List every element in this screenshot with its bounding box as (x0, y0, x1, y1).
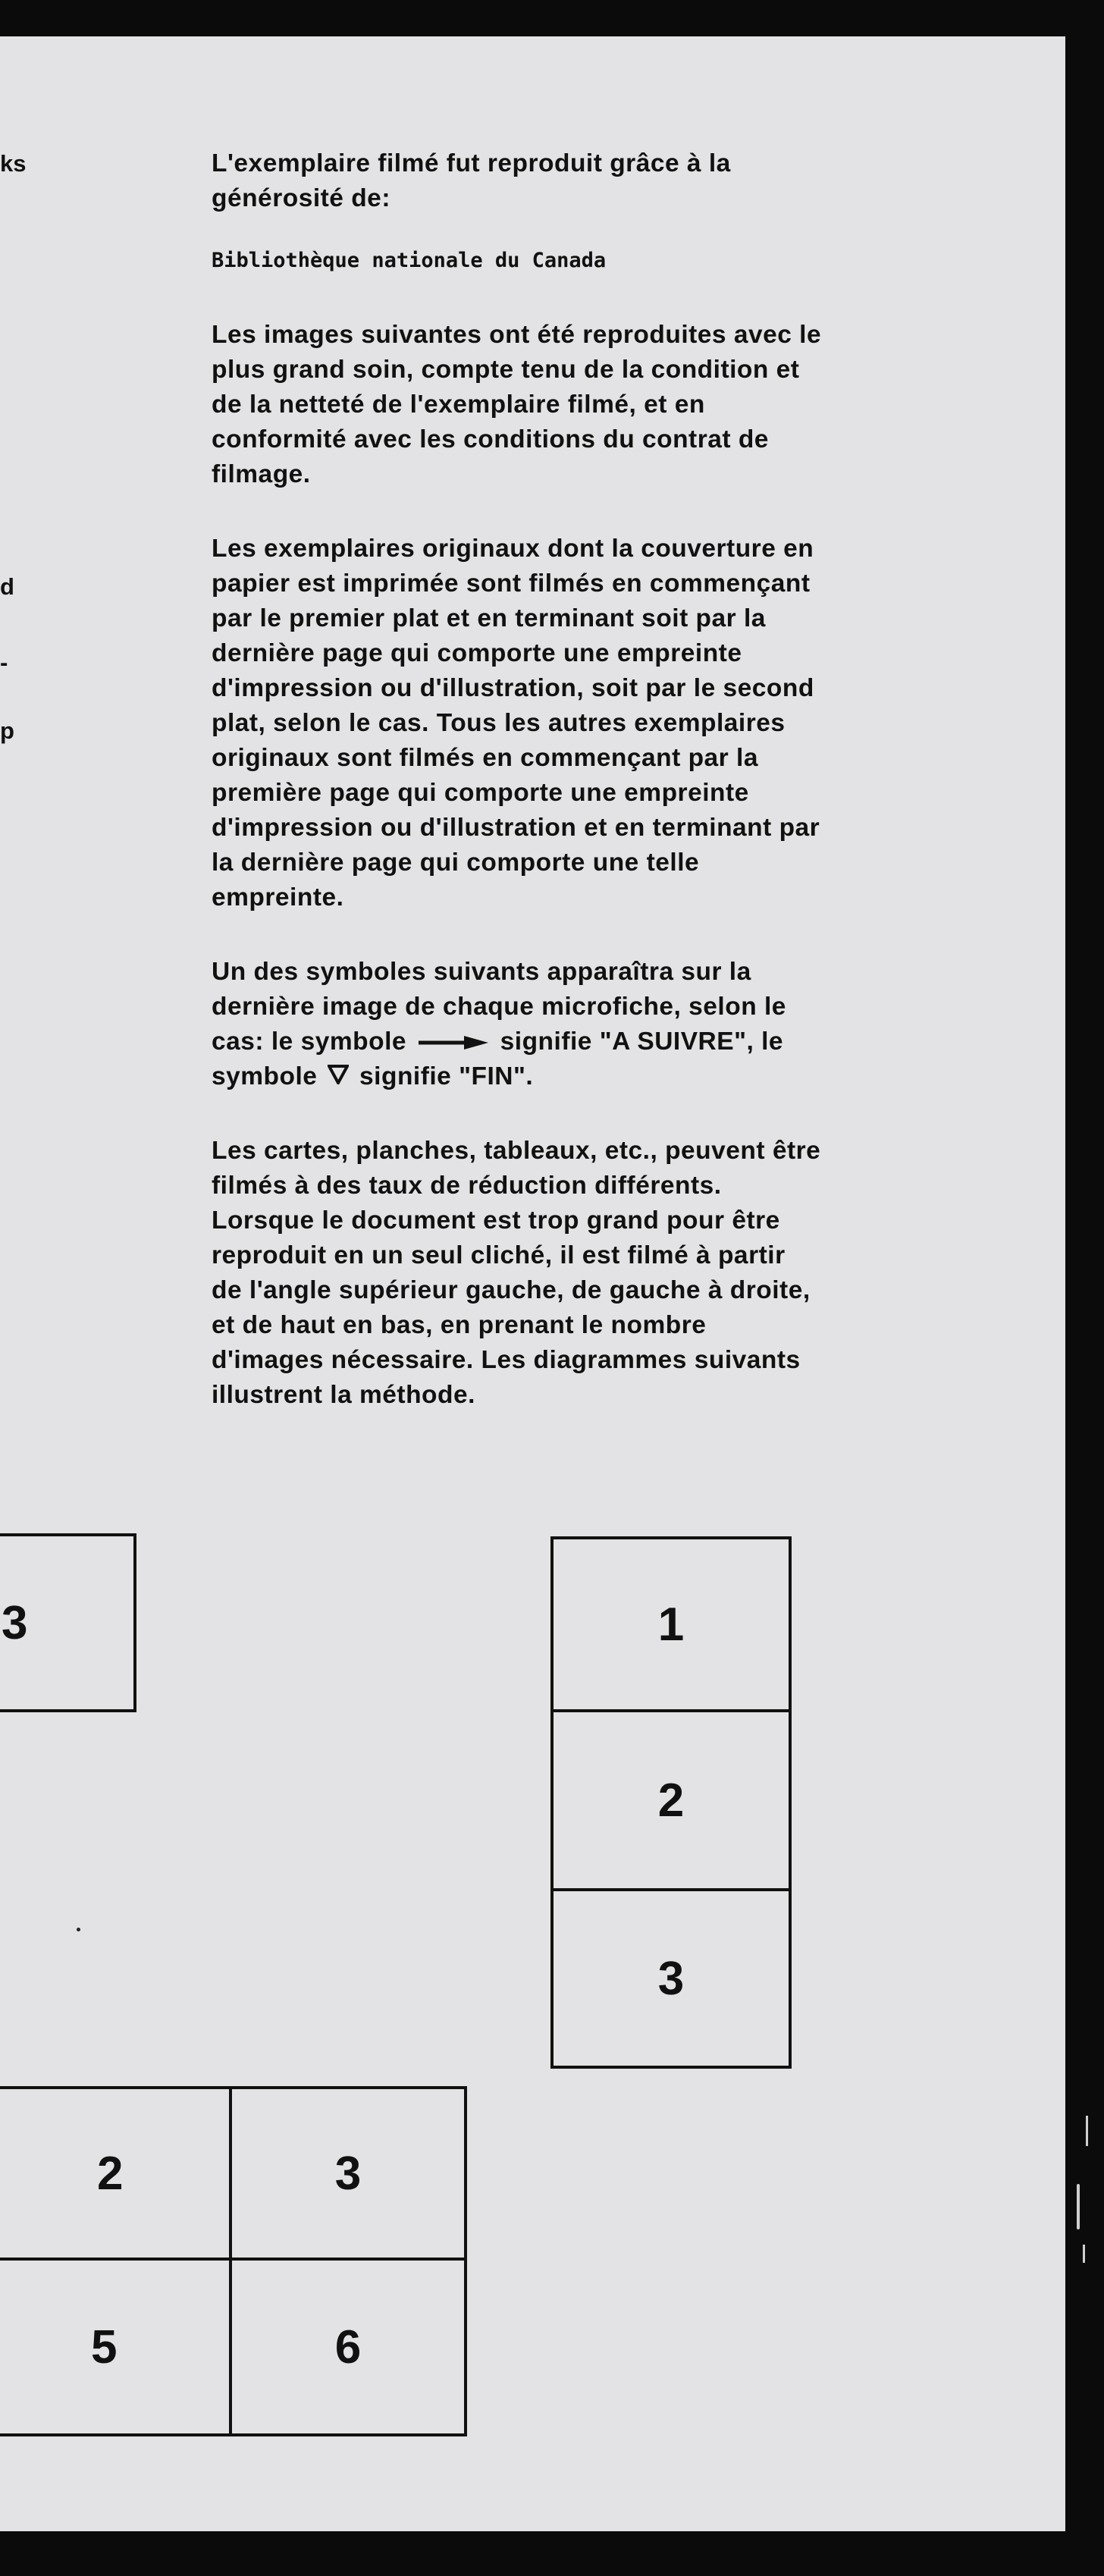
diagram-grid-label-2: 2 (97, 2147, 124, 2200)
diagram-grid-label-5: 5 (91, 2320, 118, 2374)
diagram-column-label-3: 3 (657, 1952, 685, 2005)
symbols-line-4b: signifie "FIN". (359, 1062, 534, 1090)
margin-fragment-d: d (0, 573, 14, 600)
symbols-line-1: Un des symboles suivants apparaîtra sur la (212, 958, 751, 986)
scan-artifact-mark (1083, 2245, 1085, 2263)
right-arrow-icon (417, 1035, 490, 1050)
library-name: Bibliothèque nationale du Canada (212, 249, 607, 272)
diagram-column-box-1 (550, 1536, 792, 1712)
notice-column (212, 146, 985, 1452)
images-paragraph: Les images suivantes ont été reproduites avec le plus grand soin, compte tenu de la condition et de la netteté de l'exemplaire filmé, et en conformité avec les conditions du contrat de filmage. (212, 321, 822, 488)
margin-fragment-p: p (0, 717, 14, 744)
diagram-grid-box-6 (229, 2258, 467, 2436)
intro-paragraph: L'exemplaire filmé fut reproduit grâce à la générosité de: (212, 149, 731, 212)
scanned-page (0, 36, 1065, 2531)
diagram-column-box-3 (550, 1888, 792, 2069)
symbols-line-4a: symbole (212, 1062, 318, 1090)
scan-artifact-mark (1086, 2116, 1088, 2146)
symbols-line-3a: cas: le symbole (212, 1028, 407, 1056)
diagram-grid-box-3 (229, 2086, 467, 2261)
down-triangle-icon (328, 1065, 349, 1084)
diagram-column-label-2: 2 (657, 1774, 685, 1827)
diagram-grid-label-3: 3 (334, 2147, 362, 2200)
margin-fragment-ks: ks (0, 150, 27, 177)
symbols-line-2: dernière image de chaque microfiche, selon le (212, 993, 786, 1021)
diagram-grid-box-5 (0, 2258, 232, 2436)
maps-paragraph: Les cartes, planches, tableaux, etc., peuvent être filmés à des taux de réduction différents. Lorsque le document est trop grand pour être reproduit en un seul cliché, il est filmé à partir de l'angle supérieur gauche, de gauche à droite, et de haut en bas, en prenant le nombre d'images nécessaire. Les diagrammes suivants illustrent la méthode. (212, 1137, 821, 1409)
diagram-column-box-2 (550, 1709, 792, 1891)
diagram-grid-box-2 (0, 2086, 232, 2261)
diagram-top-box-label: 3 (2, 1596, 28, 1649)
diagram-column-label-1: 1 (657, 1598, 685, 1651)
diagram-top-box-3 (0, 1533, 136, 1712)
symbols-line-3b: signifie "A SUIVRE", le (500, 1028, 784, 1056)
stray-dot (77, 1928, 80, 1931)
margin-fragment-dash: - (0, 649, 8, 676)
scan-artifact-mark (1077, 2184, 1080, 2229)
originals-paragraph: Les exemplaires originaux dont la couverture en papier est imprimée sont filmés en commençant par le premier plat et en terminant soit par la dernière page qui comporte une empreinte d'impression ou d'illustration, soit par le second plat, selon le cas. Tous les autres exemplaires originaux sont filmés en commençant par la première page qui comporte une empreinte d'impression ou d'illustration et en terminant par la dernière page qui comporte une telle empreinte. (212, 535, 820, 911)
symbols-paragraph (212, 955, 985, 1094)
diagram-grid-label-6: 6 (334, 2320, 362, 2374)
